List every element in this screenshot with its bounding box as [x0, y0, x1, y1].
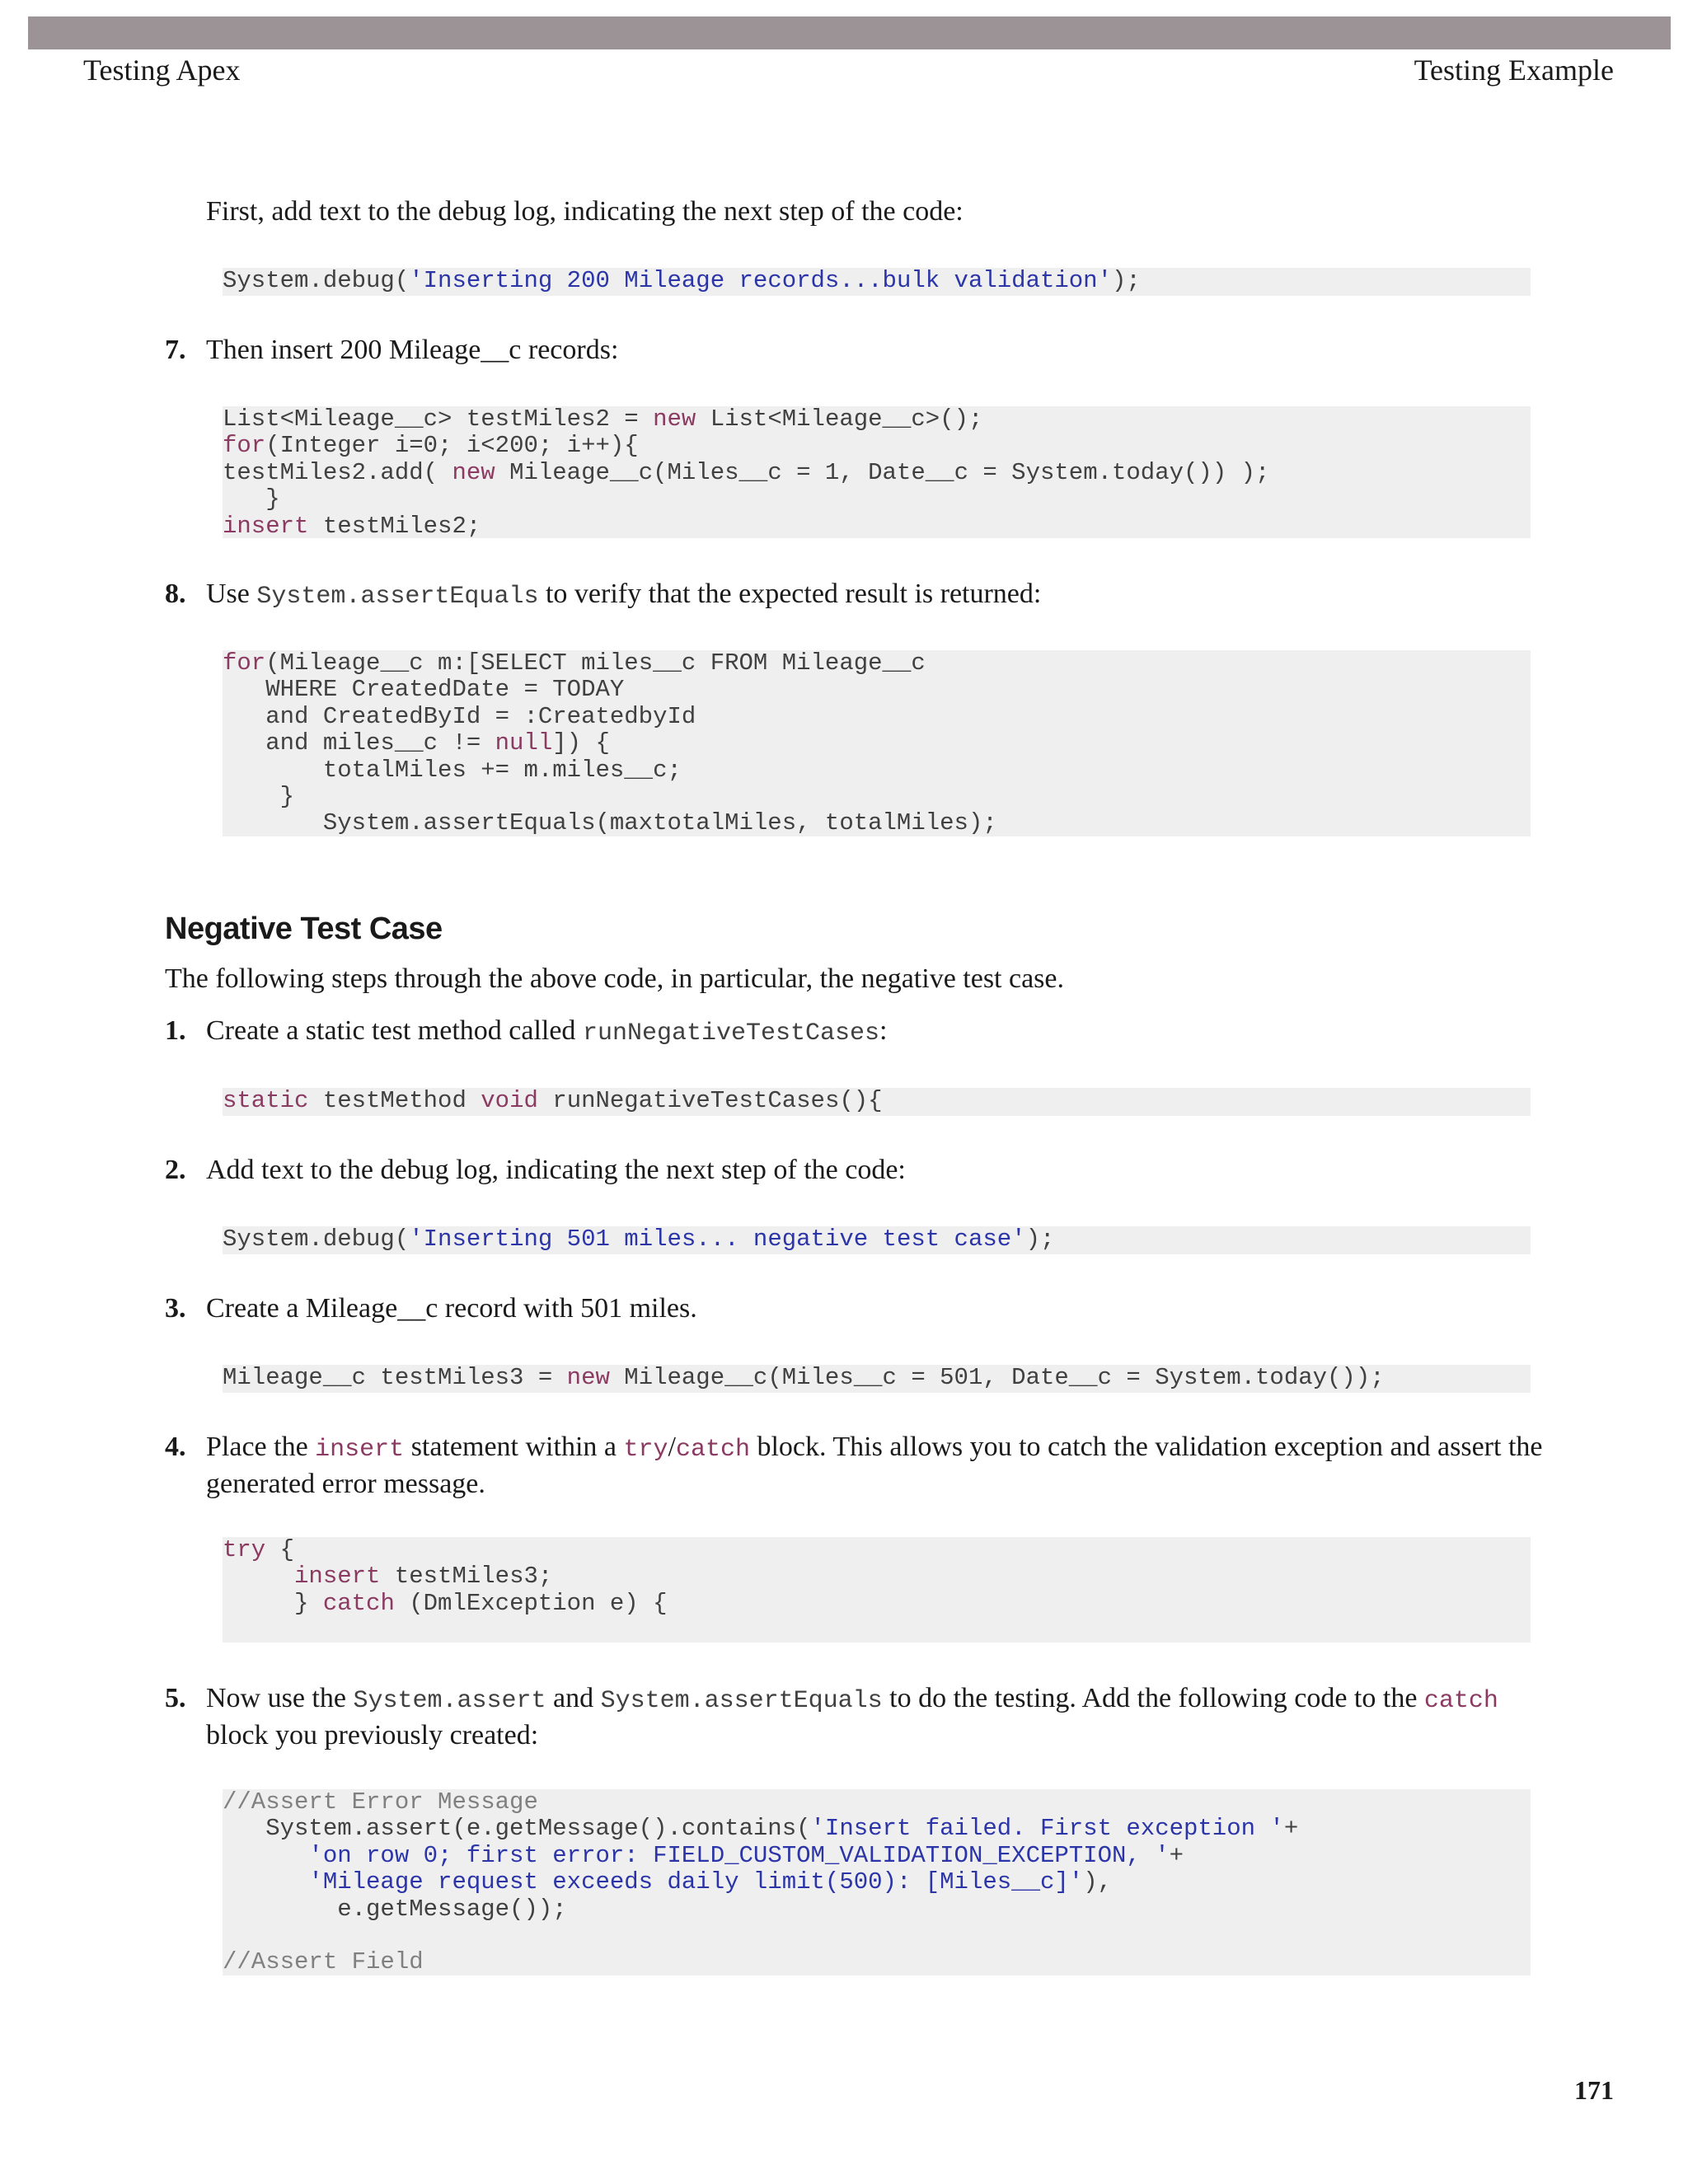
- neg-step-3: 3. Create a Mileage__c record with 501 miles.: [165, 1291, 1550, 1328]
- step-number: 3.: [165, 1293, 186, 1324]
- step-number: 4.: [165, 1432, 186, 1462]
- neg-step-5: 5. Now use the System.assert and System.assertEquals to do the testing. Add the following code to the catch block you previously created:: [165, 1683, 1498, 1750]
- neg-step-2: 2. Add text to the debug log, indicating the next step of the code:: [165, 1153, 1550, 1189]
- step-8: 8. Use System.assertEquals to verify that the expected result is returned:: [165, 579, 1042, 611]
- code-block-static-method: static testMethod void runNegativeTestCases(){: [223, 1088, 1531, 1116]
- step-text: Then insert 200 Mileage__c records:: [206, 335, 619, 365]
- step-number: 1.: [165, 1015, 186, 1046]
- running-header-left: Testing Apex: [83, 54, 241, 87]
- neg-step-4: 4. Place the insert statement within a try/catch block. This allows you to catch the validation exception and assert the generated error message.: [165, 1432, 1543, 1499]
- page-number: 171: [1574, 2075, 1614, 2105]
- header-bar: [28, 16, 1671, 49]
- intro-paragraph: First, add text to the debug log, indicating the next step of the code:: [206, 196, 964, 227]
- code-block-insert-200: List<Mileage__c> testMiles2 = new List<Mileage__c>(); for(Integer i=0; i<200; i++){ testMiles2.add( new Mileage__c(Miles__c = 1, Date__c = System.today()) ); } insert testMiles2;: [223, 406, 1531, 538]
- code-block-debug-negative: System.debug('Inserting 501 miles... negative test case');: [223, 1226, 1531, 1254]
- running-header-right: Testing Example: [1414, 54, 1614, 87]
- section-intro: The following steps through the above code, in particular, the negative test case.: [165, 963, 1065, 994]
- code-block-mileage-501: Mileage__c testMiles3 = new Mileage__c(Miles__c = 501, Date__c = System.today());: [223, 1365, 1531, 1393]
- code-block-assert-message: //Assert Error Message System.assert(e.getMessage().contains('Insert failed. First exception '+ 'on row 0; first error: FIELD_CUSTOM_VALIDATION_EXCEPTION, '+ 'Mileage request exceeds daily limit(500): [Miles__c]'), e.getMessage()); //Assert Field: [223, 1789, 1531, 1975]
- section-heading: Negative Test Case: [165, 912, 443, 946]
- code-block-assert-loop: for(Mileage__c m:[SELECT miles__c FROM Mileage__c WHERE CreatedDate = TODAY and CreatedById = :CreatedbyId and miles__c != null]) { totalMiles += m.miles__c; } System.assertEquals(maxtotalMiles, totalMiles);: [223, 650, 1531, 837]
- code-block-debug-bulk: System.debug('Inserting 200 Mileage records...bulk validation');: [223, 268, 1531, 296]
- step-number: 7.: [165, 335, 186, 365]
- code-block-try-catch: try { insert testMiles3; } catch (DmlException e) {: [223, 1537, 1531, 1643]
- step-7: [165, 333, 1550, 369]
- step-number: 8.: [165, 579, 186, 609]
- step-number: 2.: [165, 1155, 186, 1185]
- neg-step-1: 1. Create a static test method called runNegativeTestCases:: [165, 1015, 888, 1047]
- step-number: 5.: [165, 1683, 186, 1713]
